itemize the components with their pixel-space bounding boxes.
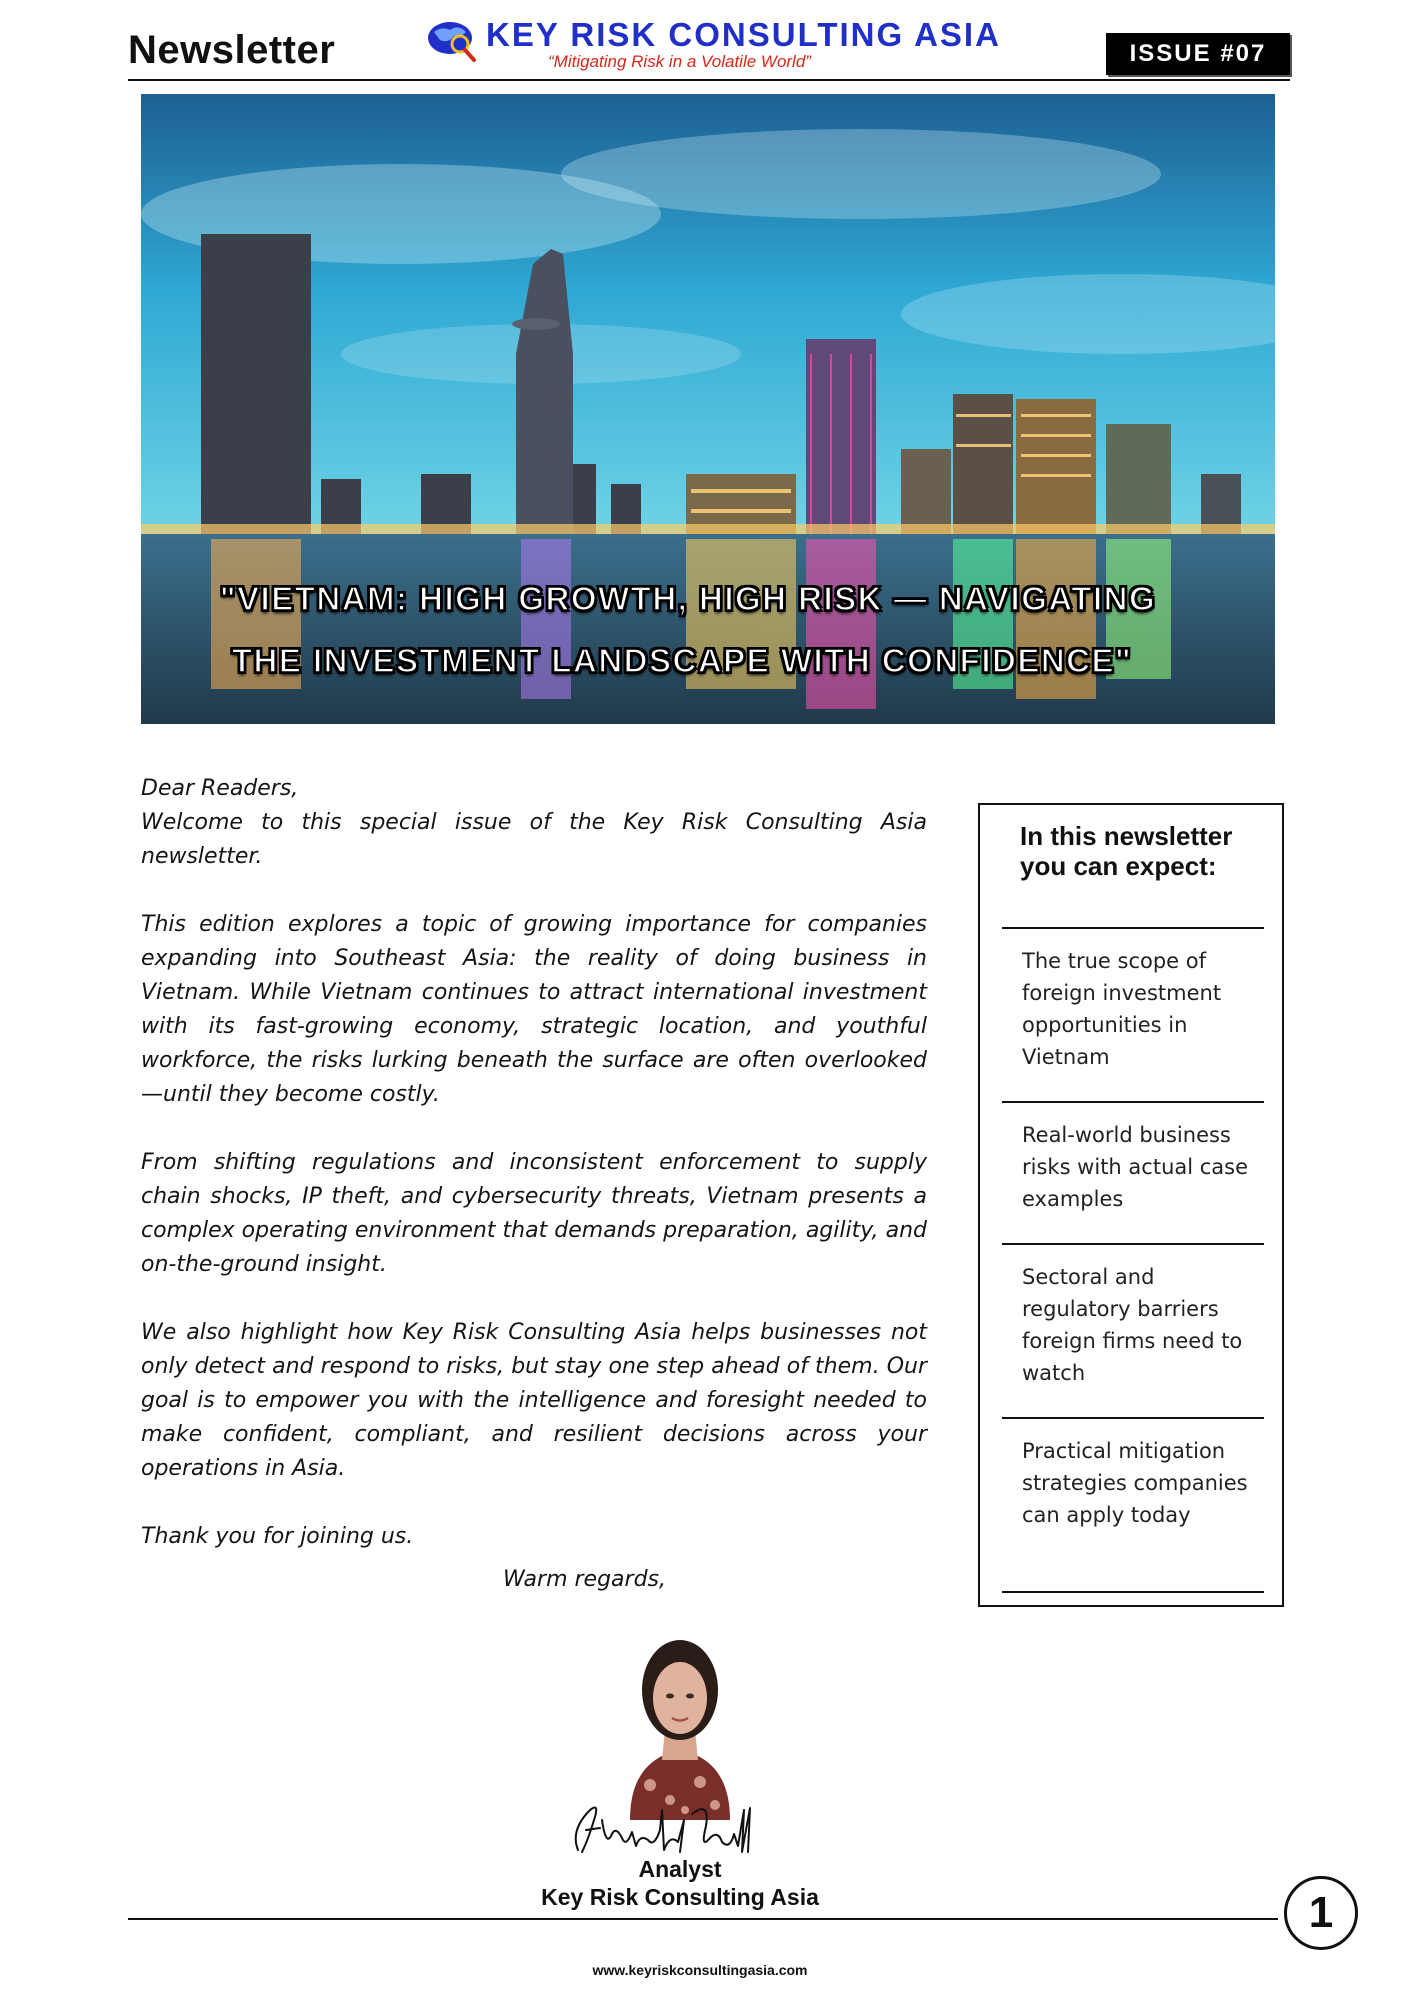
website-link[interactable]: www.keyriskconsultingasia.com [592, 1962, 808, 1978]
sidebar-item: Real-world business risks with actual case examples [1022, 1123, 1249, 1211]
issue-badge: ISSUE #07 [1106, 33, 1290, 75]
footer-divider [128, 1918, 1278, 1920]
sidebar-item: Sectoral and regulatory barriers foreign firms need to watch [1022, 1265, 1243, 1385]
sidebar-item: Practical mitigation strategies companies can apply today [1022, 1439, 1248, 1527]
hero-headline-line2: THE INVESTMENT LANDSCAPE WITH CONFIDENCE" [231, 642, 1133, 679]
author-portrait [590, 1610, 770, 1820]
hero-headline-line1: "VIETNAM: HIGH GROWTH, HIGH RISK — NAVIGATING [219, 580, 1157, 617]
author-company: Key Risk Consulting Asia [541, 1884, 819, 1910]
header-divider [128, 79, 1290, 81]
letter-paragraph: We also highlight how Key Risk Consulting Asia helps businesses not only detect and respond to risks, but stay one step ahead of them. Our goal is to empower you with the intelligence and foresight needed to make confident, compliant, and resilient decisions across your operations in Asia. [141, 1320, 927, 1481]
hero-image [141, 94, 1275, 724]
page-number: 1 [1284, 1876, 1358, 1950]
sidebar-divider [1002, 1101, 1264, 1103]
sidebar-divider [1002, 927, 1264, 929]
letter-body [141, 772, 927, 1554]
letter-thanks: Thank you for joining us. [141, 1524, 414, 1549]
brand-name: KEY RISK CONSULTING ASIA [486, 16, 1001, 53]
letter-paragraph: From shifting regulations and inconsistent enforcement to supply chain shocks, IP theft, and cybersecurity threats, Vietnam presents a complex operating environment that demands preparation, agility, and on-the-ground insight. [141, 1150, 927, 1277]
sidebar-divider [1002, 1591, 1264, 1593]
contents-sidebar [978, 803, 1284, 1607]
letter-welcome: Welcome to this special issue of the Key Risk Consulting Asia newsletter. [141, 810, 927, 869]
letter-paragraph: This edition explores a topic of growing importance for companies expanding into Southeast Asia: the reality of doing business in Vietnam. While Vietnam continues to attract international investment with its fast-growing economy, strategic location, and youthful workforce, the risks lurking beneath the surface are often overlooked—until they become costly. [141, 912, 927, 1107]
newsletter-label: Newsletter [128, 28, 336, 72]
sidebar-title: In this newsletter you can expect: [1020, 821, 1233, 881]
letter-salutation: Dear Readers, [141, 776, 299, 801]
letter-closing: Warm regards, [503, 1567, 666, 1592]
sidebar-item: The true scope of foreign investment opportunities in Vietnam [1022, 949, 1222, 1069]
author-role: Analyst [638, 1856, 722, 1882]
sidebar-divider [1002, 1243, 1264, 1245]
globe-magnifier-icon [424, 16, 484, 64]
brand-tagline: “Mitigating Risk in a Volatile World” [548, 52, 811, 71]
sidebar-divider [1002, 1417, 1264, 1419]
